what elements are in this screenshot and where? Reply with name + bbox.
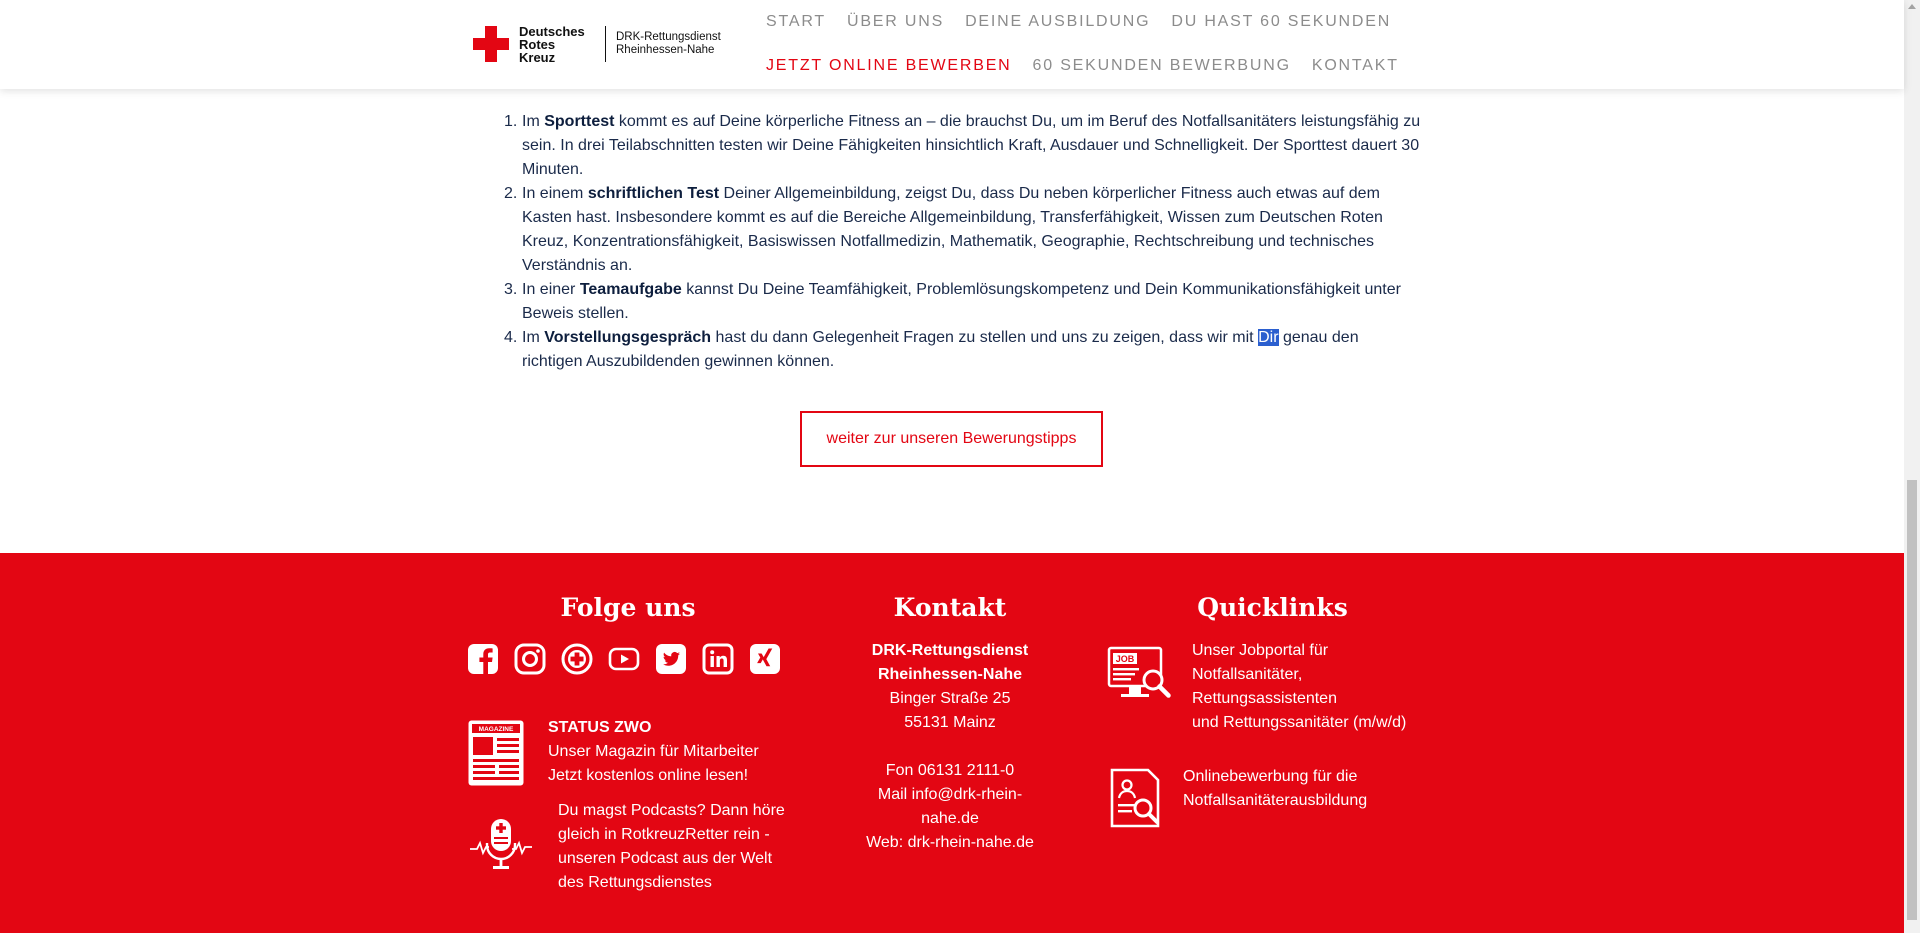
online-application-icon[interactable] (1109, 768, 1163, 828)
selected-text: Dir (1258, 329, 1279, 346)
twitter-icon[interactable] (655, 643, 687, 675)
podcast-info[interactable]: Du magst Podcasts? Dann höre gleich in RotkreuzRetter rein - unseren Podcast aus der Welt des Rettungsdienstes (558, 802, 785, 891)
step-item: 1. Im Sporttest kommt es auf Deine körperliche Fitness an – die brauchst Du, um im Beruf des Notfallsanitäters leistungsfähig zu sein. In drei Teilabschnitten testen wir Deine Fähigkeiten hinsichtlich Kraft, Ausdauer und Schnelligkeit. Der Sporttest dauert 30 Minuten. (504, 113, 1421, 178)
online-application-link[interactable]: Onlinebewerbung für die Notfallsanitäterausbildung (1183, 768, 1368, 809)
follow-us-heading: Folge uns (560, 593, 696, 622)
contact-phone[interactable]: Fon 06131 2111-0 (885, 762, 1015, 779)
contact-street: Binger Straße 25 (889, 690, 1011, 707)
scrollbar-thumb[interactable] (1907, 480, 1917, 920)
quicklinks-heading: Quicklinks (1197, 593, 1348, 622)
selection-steps-list (498, 110, 1423, 374)
magazine-icon-label: MAGAZINE (478, 726, 514, 733)
xing-icon[interactable] (749, 643, 781, 675)
nav-item-deine-ausbildung[interactable]: DEINE AUSBILDUNG (965, 13, 1151, 30)
logo-subtitle: DRK-Rettungsdienst Rheinhessen-Nahe (616, 31, 721, 56)
scroll-up-arrow-icon[interactable] (1908, 4, 1916, 9)
nav-row-top (766, 12, 1412, 32)
social-icons (467, 643, 796, 675)
site-footer (0, 553, 1904, 933)
drk-icon[interactable] (561, 643, 593, 675)
contact-web[interactable]: Web: drk-rhein-nahe.de (866, 834, 1034, 851)
magazine-title: STATUS ZWO (548, 719, 652, 736)
contact-org-line2: Rheinhessen-Nahe (877, 666, 1023, 683)
nav-item-start[interactable]: START (766, 13, 826, 30)
step-item: 2. In einem schriftlichen Test Deiner Allgemeinbildung, zeigst Du, dass Du neben körperlicher Fitness auch etwas auf dem Kasten hast. Insbesondere kommt es auf die Bereiche Allgemeinbildung, Transferfähigkeit, Wissen zum Deutschen Roten Kreuz, Konzentrationsfähigkeit, Basiswissen Notfallmedizin, Mathematik, Geographie, Rechtschreibung und technisches Verständnis an. (504, 185, 1383, 274)
nav-item-60-sekunden-bewerbung[interactable]: 60 SEKUNDEN BEWERBUNG (1032, 57, 1291, 74)
page-scrollbar[interactable] (1904, 0, 1920, 933)
podcast-microphone-icon[interactable] (469, 817, 533, 873)
contact-heading: Kontakt (893, 593, 1007, 622)
youtube-icon[interactable] (608, 643, 640, 675)
step-item: 3. In einer Teamaufgabe kannst Du Deine Teamfähigkeit, Problemlösungskompetenz und Dein Kommunikationsfähigkeit unter Beweis stellen. (504, 281, 1401, 322)
magazine-icon[interactable] (467, 719, 525, 787)
contact-block (850, 639, 1050, 855)
linkedin-icon[interactable] (702, 643, 734, 675)
site-header (0, 0, 1904, 89)
nav-row-bottom (766, 56, 1420, 76)
job-portal-icon[interactable] (1107, 646, 1173, 702)
facebook-icon[interactable] (467, 643, 499, 675)
contact-org-line1: DRK-Rettungsdienst (871, 642, 1029, 659)
instagram-icon[interactable] (514, 643, 546, 675)
job-icon-label: JOB (1115, 654, 1135, 664)
nav-item-ueber-uns[interactable]: ÜBER UNS (846, 13, 945, 30)
contact-city: 55131 Mainz (904, 714, 996, 731)
drk-logo[interactable] (473, 24, 721, 64)
contact-mail[interactable]: Mail info@drk-rhein-nahe.de (877, 786, 1023, 827)
nav-item-60-sekunden[interactable]: DU HAST 60 SEKUNDEN (1171, 13, 1392, 30)
logo-divider (605, 26, 606, 62)
nav-item-online-bewerben[interactable]: JETZT ONLINE BEWERBEN (766, 57, 1012, 74)
job-portal-link[interactable]: Unser Jobportal für Notfallsanitäter, Rettungsassistenten und Rettungssanitäter (m/w/d) (1192, 642, 1407, 731)
bewerbungstipps-button[interactable]: weiter zur unseren Bewerungstipps (800, 411, 1103, 467)
logo-brand-text: Deutsches Rotes Kreuz (519, 23, 585, 65)
magazine-info[interactable]: STATUS ZWO Unser Magazin für Mitarbeiter Jetzt kostenlos online lesen! (548, 719, 759, 784)
red-cross-icon (473, 26, 509, 62)
nav-item-kontakt[interactable]: KONTAKT (1311, 57, 1399, 74)
step-item: 4. Im Vorstellungsgespräch hast du dann Gelegenheit Fragen zu stellen und uns zu zeigen, dass wir mit Dir genau den richtigen Auszubildenden gewinnen können. (504, 329, 1359, 370)
main-content (498, 110, 1423, 374)
